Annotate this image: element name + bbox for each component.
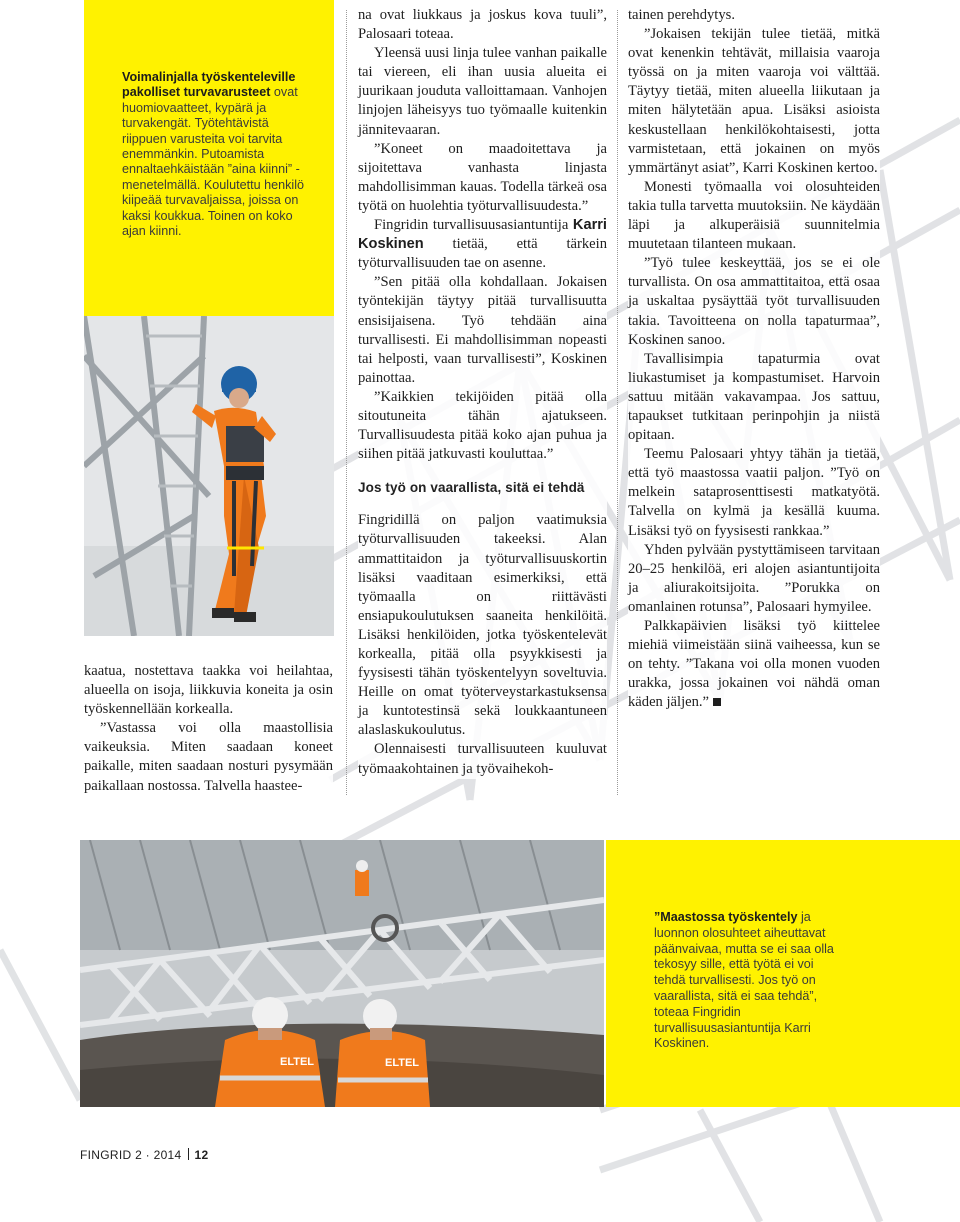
article-end-mark: [713, 698, 721, 706]
col3-para-7: Yhden pylvään pystyttämiseen tarvitaan 20–25 henkilöä, eri alojen asiantuntijoita ja aliurakoitsijoita. ”Porukka on omanlainen rotunsa”, Palosaari hymyilee.: [628, 541, 880, 615]
col2-para-8: Olennaisesti turvallisuuteen kuuluvat työmaakohtainen ja työvaihekoh-: [358, 741, 607, 777]
caption-bottom-body: ja luonnon olosuhteet aiheuttavat päänvaivaa, mutta se ei saa olla tekosyy sille, että työtä ei voi tehdä turvallisesti. Jos työ on vaarallista, sitä ei saa tehdä”, toteaa Fingridin turvallisuusasiantuntija Karri Koskinen.: [654, 910, 834, 1051]
expert-name: Karri Koskinen: [358, 217, 607, 253]
workers-illustration: [80, 840, 604, 1107]
issue-label: FINGRID 2 · 2014: [80, 1148, 182, 1162]
footer-separator: [188, 1148, 189, 1160]
caption-bottom-lead: ”Maastossa työskentely: [654, 910, 798, 924]
col3-para-1: tainen perehdytys.: [628, 7, 735, 23]
article-column-2: [358, 6, 607, 779]
page-footer: [80, 1148, 208, 1162]
col3-para-8: [628, 617, 880, 712]
photo-caption-top: [122, 70, 307, 239]
col3-para-4: ”Työ tulee keskeyttää, jos se ei ole turvallista. On osa ammattitaitoa, että osaa ja uskaltaa pysäyttää työt turvallisuuden takia. Tavoitteena on nolla tapaturmaa”, Koskinen sanoo.: [628, 255, 880, 348]
col3-para-5: Tavallisimpia tapaturmia ovat liukastumiset ja kompastumiset. Harvoin sattuu mitään vakavampaa. Jos sattuu, tapaukset tutkitaan perinpohjin ja niistä opitaan.: [628, 350, 880, 444]
col3-para-2: ”Jokaisen tekijän tulee tietää, mitkä ovat kenenkin tehtävät, millaisia vaaroja työssä on ja miten vaaroja voi välttää. Täytyy tietää, miten alueella liikutaan ja miten hälytetään apua. Lisäksi asioista keskustellaan henkilökohtaisesti, jotta varmistetaan, että jokainen on myös ymmärtänyt asiat”, Karri Koskinen kertoo.: [628, 26, 880, 176]
column-divider-2: [617, 10, 618, 795]
col1-para-1: kaatua, nostettava taakka voi heilahtaa, alueella on isoja, liikkuvia koneita ja osin työskennellään korkealla.: [84, 663, 333, 718]
col2-para-7: Fingridillä on paljon vaatimuksia työturvallisuuden takeeksi. Alan ammattitaidon ja työturvallisuuskortin lisäksi vaaditaan esimerkiksi, että työmaalla on riittävästi ensiapukoulutuksen saaneita henkilöitä. Lisäksi henkilöiden, jotka työskentelevät korkealla, pitää olla psyykkisesti ja fyysisesti tähän työskentelyyn soveltuvia. Heille on omat työterveystarkastuksensa ja kuntotestinsä sekä loukkaantuneen alaslaskukoulutus.: [358, 512, 607, 739]
photo-tower-climber: [84, 316, 334, 636]
article-column-3: [628, 6, 880, 712]
section-subheading: Jos työ on vaarallista, sitä ei tehdä: [358, 480, 585, 496]
vest-logo-left: ELTEL: [280, 1056, 315, 1068]
caption-top-lead: Voimalinjalla työskenteleville pakolliset turvavarusteet: [122, 70, 296, 100]
col2-para-4-start: Fingridin turvallisuusasiantuntija: [374, 217, 573, 234]
col2-para-4: [358, 216, 607, 273]
col2-para-2: Yleensä uusi linja tulee vanhan paikalle tai viereen, eli ihan uusia alueita ei juurikaan jouduta valloittamaan. Vanhojen linjojen läheisyys tuo työmaalle kuitenkin jännitevaaran.: [358, 45, 607, 138]
col2-para-1: na ovat liukkaus ja joskus kova tuuli”, Palosaari toteaa.: [358, 7, 607, 43]
vest-logo-right: ELTEL: [385, 1057, 420, 1069]
col3-para-6: Teemu Palosaari yhtyy tähän ja tietää, että työ maastossa vaatii paljon. ”Työ on melkein sataprosenttisesti matkatyötä. Talvella on kylmä ja kesällä kuuma. Lisäksi työ on fyysisesti rankkaa.”: [628, 446, 880, 539]
climber-illustration: [84, 316, 334, 636]
col2-para-4-end: tietää, että tärkein työturvallisuuden tae on asenne.: [358, 236, 607, 272]
column-divider-1: [346, 10, 347, 795]
page-number: 12: [194, 1148, 209, 1162]
col2-para-3: ”Koneet on maadoitettava ja sijoitettava vanhasta linjasta mahdollisimman kauas. Todella tärkeä osa työtä on huolehtia työturvallisuudesta.”: [358, 140, 607, 214]
col2-para-6: ”Kaikkien tekijöiden pitää olla sitoutuneita tähän ajatukseen. Turvallisuudesta pitää koko ajan puhua ja siihen pitää jatkuvasti kouluttaa.”: [358, 388, 607, 463]
photo-site-workers: [80, 840, 604, 1107]
caption-top-body: ovat huomiovaatteet, kypärä ja turvakengät. Työtehtävistä riippuen varusteita voi tarvita enemmänkin. Putoamista ennaltaehkäistään ”aina kiinni” -menetelmällä. Koulutettu henkilö kiipeää turvavaljaissa, joissa on kaksi koukkua. Toinen on koko ajan kiinni.: [122, 85, 305, 239]
col1-para-2: ”Vastassa voi olla maastollisia vaikeuksia. Miten saadaan koneet paikalle, miten saadaan nosturi pysymään paikallaan nostossa. Talvella haastee-: [84, 720, 333, 794]
col3-para-8-text: Palkkapäivien lisäksi työ kiittelee miehiä viimeistään siinä vaiheessa, kun se on tehty. ”Takana voi olla monen vuoden urakka, jossa jokainen voi nähdä oman käden jäljen.”: [628, 618, 880, 711]
photo-caption-bottom: [654, 910, 834, 1052]
article-column-1: [84, 662, 333, 796]
col3-para-3: Monesti työmaalla voi olosuhteiden takia tulla tarvetta muutoksiin. Ne käydään läpi ja alkuperäisiä suunnitelmia muutetaan tilanteen mukaan.: [628, 178, 880, 253]
col2-para-5: ”Sen pitää olla kohdallaan. Jokaisen työntekijän täytyy pitää turvallisuutta ensisijaisena. Työ tehdään aina turvallisesti. Ei mahdollisimman nopeasti tai helposti, vaan turvallisesti”, Koskinen painottaa.: [358, 274, 607, 386]
